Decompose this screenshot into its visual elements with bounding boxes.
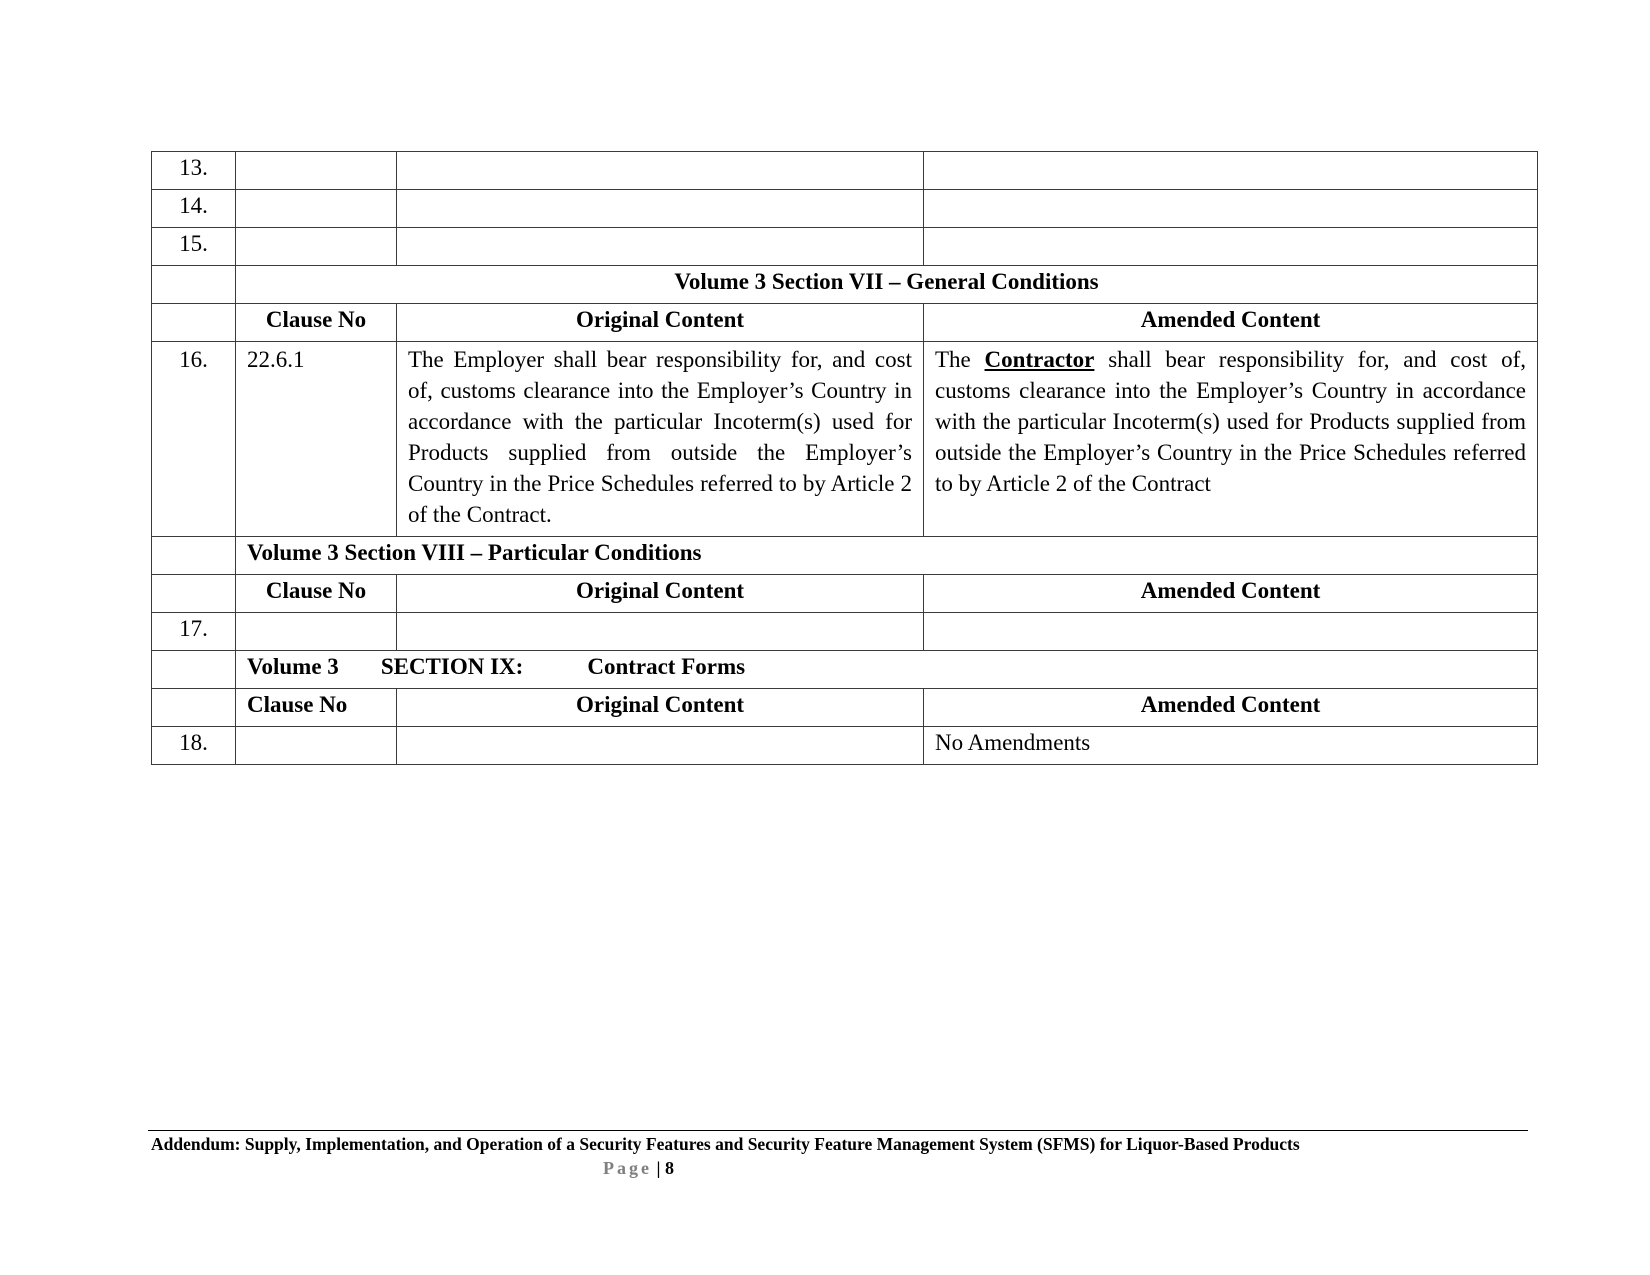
- column-header-row: [152, 575, 1538, 613]
- amended-cell: No Amendments: [924, 727, 1538, 765]
- table-row: [152, 228, 1538, 266]
- amendments-table: [151, 151, 1538, 765]
- amended-text-prefix: The: [935, 347, 985, 372]
- clause-cell: [236, 613, 397, 651]
- clause-cell: [236, 727, 397, 765]
- row-number: 15.: [152, 228, 236, 266]
- section-heading-row: [152, 651, 1538, 689]
- amended-emphasis: Contractor: [984, 347, 1095, 372]
- section-heading-row: [152, 537, 1538, 575]
- amended-content-header: Amended Content: [924, 575, 1538, 613]
- clause-cell: [236, 190, 397, 228]
- original-cell: [397, 228, 924, 266]
- original-cell: [397, 190, 924, 228]
- original-content-header: Original Content: [397, 689, 924, 727]
- amended-cell: [924, 190, 1538, 228]
- original-cell: The Employer shall bear responsibility for, and cost of, customs clearance into the Employer’s Country in accordance with the particular Incoterm(s) used for Products supplied from outside the Employer’s Country in the Price Schedules referred to by Article 2 of the Contract.: [397, 342, 924, 537]
- column-header-row: [152, 304, 1538, 342]
- table-row: [152, 190, 1538, 228]
- original-content-header: Original Content: [397, 575, 924, 613]
- column-header-row: [152, 689, 1538, 727]
- empty-number-cell: [152, 266, 236, 304]
- page-separator: |: [656, 1158, 661, 1178]
- section-heading-row: [152, 266, 1538, 304]
- section-ix-section: SECTION IX:: [380, 654, 524, 679]
- clause-no-header: Clause No: [236, 575, 397, 613]
- original-cell: [397, 727, 924, 765]
- empty-number-cell: [152, 537, 236, 575]
- clause-cell: 22.6.1: [236, 342, 397, 537]
- row-number: 18.: [152, 727, 236, 765]
- table-row: [152, 152, 1538, 190]
- page-number-value: 8: [664, 1158, 674, 1178]
- clause-no-header: Clause No: [236, 304, 397, 342]
- amended-text-rest: shall bear responsibility for, and cost of, customs clearance into the Employer’s Country in accordance with the particular Incoterm(s) used for Products supplied from outside the Employer’s Country in the Price Schedules referred to by Article 2 of the Contract: [935, 347, 1526, 496]
- empty-number-cell: [152, 304, 236, 342]
- amended-cell: [924, 152, 1538, 190]
- section-ix-title: [236, 651, 1538, 689]
- clause-cell: [236, 152, 397, 190]
- row-number: 14.: [152, 190, 236, 228]
- amended-cell: [924, 228, 1538, 266]
- table-row: [152, 727, 1538, 765]
- footer-title: Addendum: Supply, Implementation, and Operation of a Security Features and Security Feature Management System (SFMS) for Liquor-Based Products: [151, 1134, 1300, 1154]
- row-number: 13.: [152, 152, 236, 190]
- section-vii-title: Volume 3 Section VII – General Conditions: [236, 266, 1538, 304]
- original-cell: [397, 613, 924, 651]
- empty-number-cell: [152, 575, 236, 613]
- row-number: 16.: [152, 342, 236, 537]
- footer-divider: [148, 1130, 1528, 1131]
- clause-no-header: Clause No: [236, 689, 397, 727]
- empty-number-cell: [152, 651, 236, 689]
- amended-cell: [924, 342, 1538, 537]
- section-ix-name: Contract Forms: [587, 654, 746, 679]
- section-ix-volume: Volume 3: [247, 654, 339, 679]
- original-content-header: Original Content: [397, 304, 924, 342]
- empty-number-cell: [152, 689, 236, 727]
- amended-content-header: Amended Content: [924, 304, 1538, 342]
- clause-cell: [236, 228, 397, 266]
- row-number: 17.: [152, 613, 236, 651]
- page-label: Page: [603, 1158, 652, 1178]
- original-cell: [397, 152, 924, 190]
- table-row: [152, 613, 1538, 651]
- page-number: [603, 1156, 674, 1180]
- amended-cell: [924, 613, 1538, 651]
- amended-content-header: Amended Content: [924, 689, 1538, 727]
- section-viii-title: Volume 3 Section VIII – Particular Conditions: [236, 537, 1538, 575]
- table-row: [152, 342, 1538, 537]
